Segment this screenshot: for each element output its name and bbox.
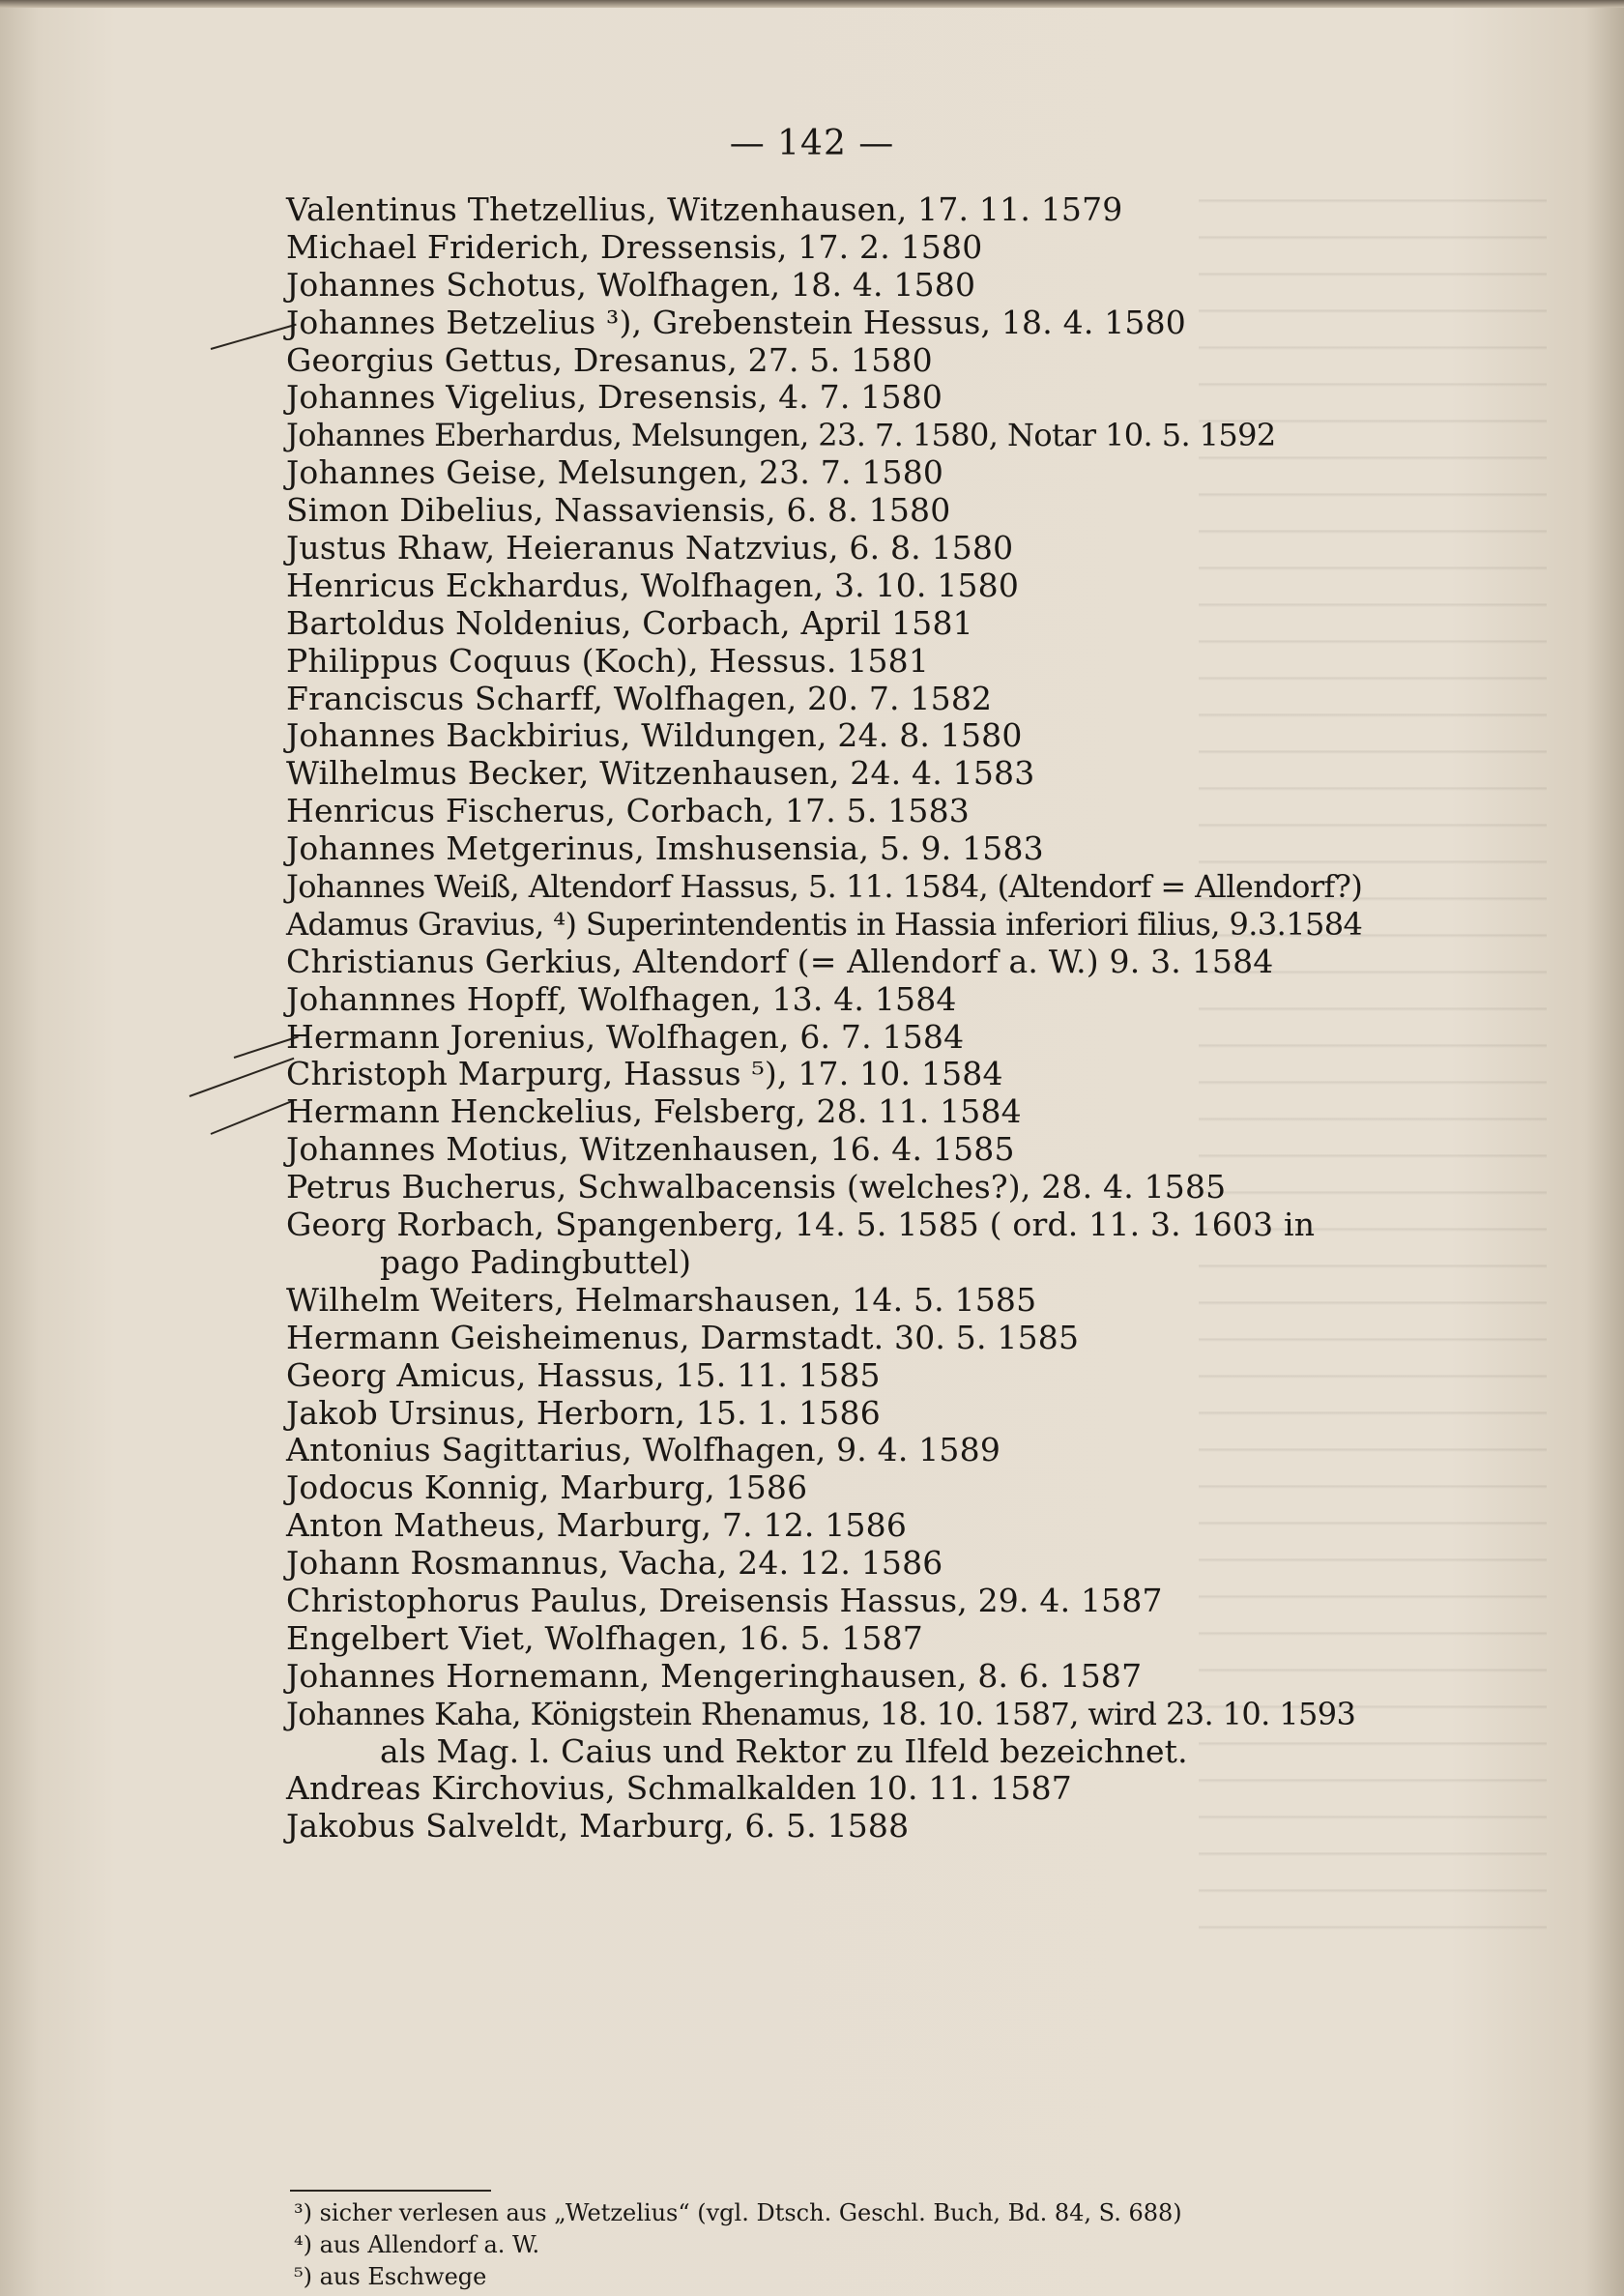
register-entry: Christophorus Paulus, Dreisensis Hassus, 29. 4. 1587 (286, 1581, 1163, 1619)
pencil-margin-mark (189, 1058, 295, 1097)
register-entry: Johannes Schotus, Wolfhagen, 18. 4. 1580 (286, 265, 976, 304)
register-entry: Andreas Kirchovius, Schmalkalden 10. 11. 1587 (286, 1769, 1072, 1808)
footnote: ⁵) aus Eschwege (294, 2263, 487, 2290)
register-entry: Bartoldus Noldenius, Corbach, April 1581 (286, 603, 973, 642)
register-entry: Valentinus Thetzellius, Witzenhausen, 17. 11. 1579 (286, 190, 1123, 228)
register-entry: Christianus Gerkius, Altendorf (= Allendorf a. W.) 9. 3. 1584 (286, 942, 1274, 980)
register-entry: Jakobus Salveldt, Marburg, 6. 5. 1588 (286, 1807, 910, 1846)
register-entry: Johannes Betzelius ³), Grebenstein Hessus, 18. 4. 1580 (286, 303, 1186, 341)
register-entry: Hermann Jorenius, Wolfhagen, 6. 7. 1584 (286, 1017, 965, 1056)
register-entry: Petrus Bucherus, Schwalbacensis (welches?), 28. 4. 1585 (286, 1168, 1227, 1206)
register-entry: Johannes Eberhardus, Melsungen, 23. 7. 1580, Notar 10. 5. 1592 (286, 417, 1276, 454)
register-entry-continuation: pago Padingbuttel) (380, 1242, 692, 1281)
register-entry: Wilhelm Weiters, Helmarshausen, 14. 5. 1585 (286, 1280, 1037, 1319)
register-entry: Henricus Fischerus, Corbach, 17. 5. 1583 (286, 792, 970, 830)
register-entry: Franciscus Scharff, Wolfhagen, 20. 7. 1582 (286, 679, 993, 717)
page-number: — 142 — (729, 124, 895, 163)
footnotes (294, 2197, 1182, 2293)
register-entry: Georg Amicus, Hassus, 15. 11. 1585 (286, 1355, 881, 1394)
register-entry: Philippus Coquus (Koch), Hessus. 1581 (286, 641, 930, 680)
pencil-margin-mark (211, 1100, 294, 1135)
register-entry: Johannes Geise, Melsungen, 23. 7. 1580 (286, 453, 944, 492)
footnote: ⁴) aus Allendorf a. W. (294, 2231, 540, 2258)
register-entry: Simon Dibelius, Nassaviensis, 6. 8. 1580 (286, 491, 951, 530)
footnote-divider (290, 2190, 491, 2192)
page-top-edge (0, 0, 1624, 8)
register-entry: Johannes Kaha, Königstein Rhenamus, 18. 10. 1587, wird 23. 10. 1593 (286, 1695, 1356, 1732)
register-entry: Johann Rosmannus, Vacha, 24. 12. 1586 (286, 1544, 943, 1583)
register-entry: Hermann Henckelius, Felsberg, 28. 11. 1584 (286, 1092, 1022, 1131)
register-entry: Michael Friderich, Dressensis, 17. 2. 1580 (286, 227, 983, 266)
register-entry: Henricus Eckhardus, Wolfhagen, 3. 10. 1580 (286, 566, 1020, 604)
register-entry: Georgius Gettus, Dresanus, 27. 5. 1580 (286, 340, 933, 379)
register-entry: Wilhelmus Becker, Witzenhausen, 24. 4. 1583 (286, 754, 1035, 793)
register-entry: Johannes Backbirius, Wildungen, 24. 8. 1580 (286, 716, 1023, 755)
register-entry: Antonius Sagittarius, Wolfhagen, 9. 4. 1589 (286, 1431, 1001, 1469)
register-entry: Justus Rhaw, Heieranus Natzvius, 6. 8. 1580 (286, 529, 1014, 567)
register-entry: Georg Rorbach, Spangenberg, 14. 5. 1585 ( ord. 11. 3. 1603 in (286, 1206, 1316, 1244)
register-entry-continuation: als Mag. l. Caius und Rektor zu Ilfeld bezeichnet. (380, 1731, 1188, 1770)
footnote: ³) sicher verlesen aus „Wetzelius“ (vgl. Dtsch. Geschl. Buch, Bd. 84, S. 688) (294, 2199, 1182, 2226)
register-entry: Jakob Ursinus, Herborn, 15. 1. 1586 (286, 1393, 881, 1432)
register-entry: Jodocus Konnig, Marburg, 1586 (286, 1468, 808, 1507)
register-entry: Anton Matheus, Marburg, 7. 12. 1586 (286, 1506, 908, 1545)
register-entry: Johannes Motius, Witzenhausen, 16. 4. 1585 (286, 1130, 1015, 1169)
pencil-margin-mark (211, 324, 297, 350)
register-entry: Johannnes Hopff, Wolfhagen, 13. 4. 1584 (286, 979, 957, 1018)
register-entry: Adamus Gravius, ⁴) Superintendentis in Hassia inferiori filius, 9.3.1584 (286, 905, 1363, 943)
register-entry: Johannes Weiß, Altendorf Hassus, 5. 11. 1584, (Altendorf = Allendorf?) (286, 868, 1363, 906)
register-entry: Johannes Hornemann, Mengeringhausen, 8. 6. 1587 (286, 1656, 1143, 1695)
register-entry: Christoph Marpurg, Hassus ⁵), 17. 10. 1584 (286, 1055, 1003, 1093)
register-entry: Johannes Metgerinus, Imshusensia, 5. 9. 1583 (286, 829, 1044, 868)
register-entries (286, 191, 1543, 1846)
register-entry: Johannes Vigelius, Dresensis, 4. 7. 1580 (286, 378, 943, 417)
register-entry: Engelbert Viet, Wolfhagen, 16. 5. 1587 (286, 1618, 923, 1657)
register-entry: Hermann Geisheimenus, Darmstadt. 30. 5. 1585 (286, 1318, 1080, 1356)
